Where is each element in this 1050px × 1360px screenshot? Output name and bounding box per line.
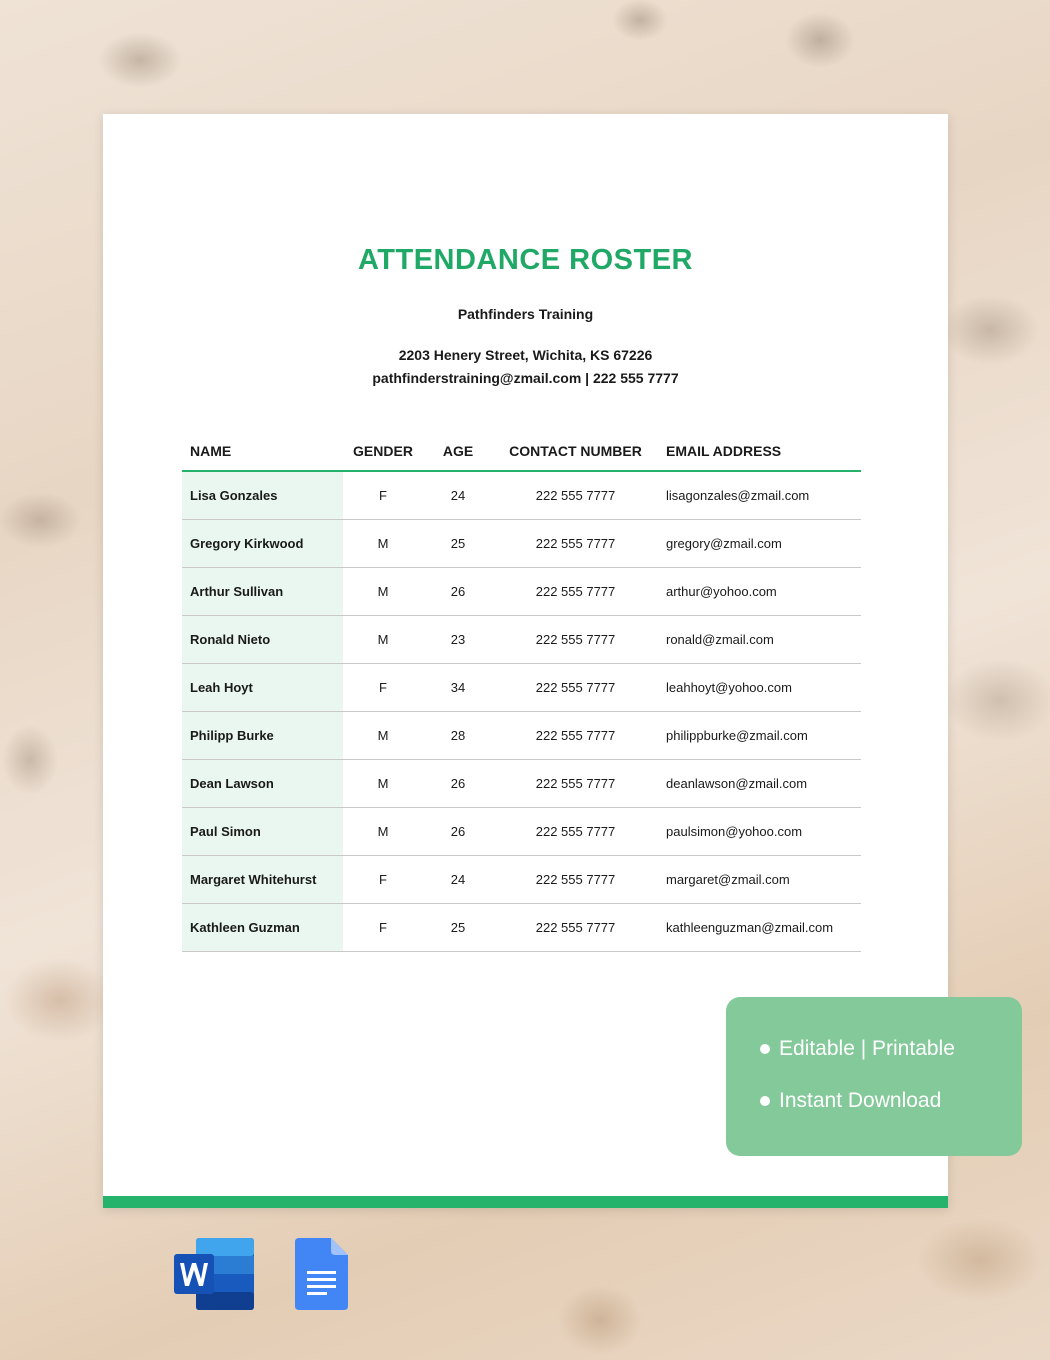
cell-name: Kathleen Guzman (182, 904, 343, 952)
cell-name: Margaret Whitehurst (182, 856, 343, 904)
cell-email: philippburke@zmail.com (658, 712, 861, 760)
cell-contact-number: 222 555 7777 (493, 616, 658, 664)
cell-name: Lisa Gonzales (182, 471, 343, 520)
table-row (182, 471, 861, 520)
organization-address: 2203 Henery Street, Wichita, KS 67226 (398, 347, 653, 363)
cell-gender: F (343, 664, 423, 712)
cell-age: 25 (423, 904, 493, 952)
cell-age: 23 (423, 616, 493, 664)
cell-gender: F (343, 856, 423, 904)
cell-email: kathleenguzman@zmail.com (658, 904, 861, 952)
cell-contact-number: 222 555 7777 (493, 904, 658, 952)
cell-gender: M (343, 760, 423, 808)
cell-gender: M (343, 712, 423, 760)
table-row (182, 760, 861, 808)
table-row (182, 856, 861, 904)
cell-name: Paul Simon (182, 808, 343, 856)
cell-age: 25 (423, 520, 493, 568)
header-email-address: EMAIL ADDRESS (658, 432, 861, 471)
cell-age: 24 (423, 856, 493, 904)
cell-age: 26 (423, 568, 493, 616)
cell-gender: M (343, 568, 423, 616)
organization-name: Pathfinders Training (457, 306, 594, 322)
feature-item (760, 1089, 941, 1113)
attendance-table (182, 432, 861, 952)
cell-gender: F (343, 471, 423, 520)
table-row (182, 664, 861, 712)
cell-contact-number: 222 555 7777 (493, 664, 658, 712)
cell-email: lisagonzales@zmail.com (658, 471, 861, 520)
cell-name: Dean Lawson (182, 760, 343, 808)
table-row (182, 808, 861, 856)
cell-contact-number: 222 555 7777 (493, 471, 658, 520)
cell-name: Leah Hoyt (182, 664, 343, 712)
table-row (182, 520, 861, 568)
header-contact-number: CONTACT NUMBER (493, 432, 658, 471)
document-title: ATTENDANCE ROSTER (357, 244, 694, 276)
cell-age: 26 (423, 760, 493, 808)
cell-email: paulsimon@yohoo.com (658, 808, 861, 856)
bullet-icon (760, 1096, 770, 1106)
cell-email: arthur@yohoo.com (658, 568, 861, 616)
cell-name: Arthur Sullivan (182, 568, 343, 616)
cell-age: 26 (423, 808, 493, 856)
table-header-row (182, 432, 861, 471)
cell-gender: F (343, 904, 423, 952)
cell-contact-number: 222 555 7777 (493, 808, 658, 856)
cell-age: 28 (423, 712, 493, 760)
cell-contact-number: 222 555 7777 (493, 856, 658, 904)
feature-badge (726, 997, 1022, 1156)
cell-contact-number: 222 555 7777 (493, 760, 658, 808)
cell-contact-number: 222 555 7777 (493, 520, 658, 568)
header-gender: GENDER (343, 432, 423, 471)
cell-age: 34 (423, 664, 493, 712)
cell-name: Gregory Kirkwood (182, 520, 343, 568)
table-row (182, 568, 861, 616)
cell-email: ronald@zmail.com (658, 616, 861, 664)
cell-name: Philipp Burke (182, 712, 343, 760)
cell-gender: M (343, 808, 423, 856)
microsoft-word-icon[interactable] (174, 1238, 254, 1310)
cell-name: Ronald Nieto (182, 616, 343, 664)
header-age: AGE (423, 432, 493, 471)
cell-email: leahhoyt@yohoo.com (658, 664, 861, 712)
organization-contact: pathfinderstraining@zmail.com | 222 555 7777 (372, 370, 679, 386)
cell-age: 24 (423, 471, 493, 520)
feature-label: Editable | Printable (779, 1037, 955, 1060)
table-row (182, 904, 861, 952)
bullet-icon (760, 1044, 770, 1054)
feature-item (760, 1037, 955, 1061)
cell-contact-number: 222 555 7777 (493, 568, 658, 616)
cell-email: margaret@zmail.com (658, 856, 861, 904)
header-name: NAME (182, 432, 343, 471)
feature-label: Instant Download (779, 1089, 942, 1112)
google-docs-icon[interactable] (295, 1238, 348, 1310)
table-row (182, 712, 861, 760)
cell-gender: M (343, 520, 423, 568)
cell-gender: M (343, 616, 423, 664)
table-body (182, 471, 861, 952)
table-row (182, 616, 861, 664)
cell-email: deanlawson@zmail.com (658, 760, 861, 808)
cell-contact-number: 222 555 7777 (493, 712, 658, 760)
cell-email: gregory@zmail.com (658, 520, 861, 568)
footer-accent-bar (103, 1196, 948, 1208)
